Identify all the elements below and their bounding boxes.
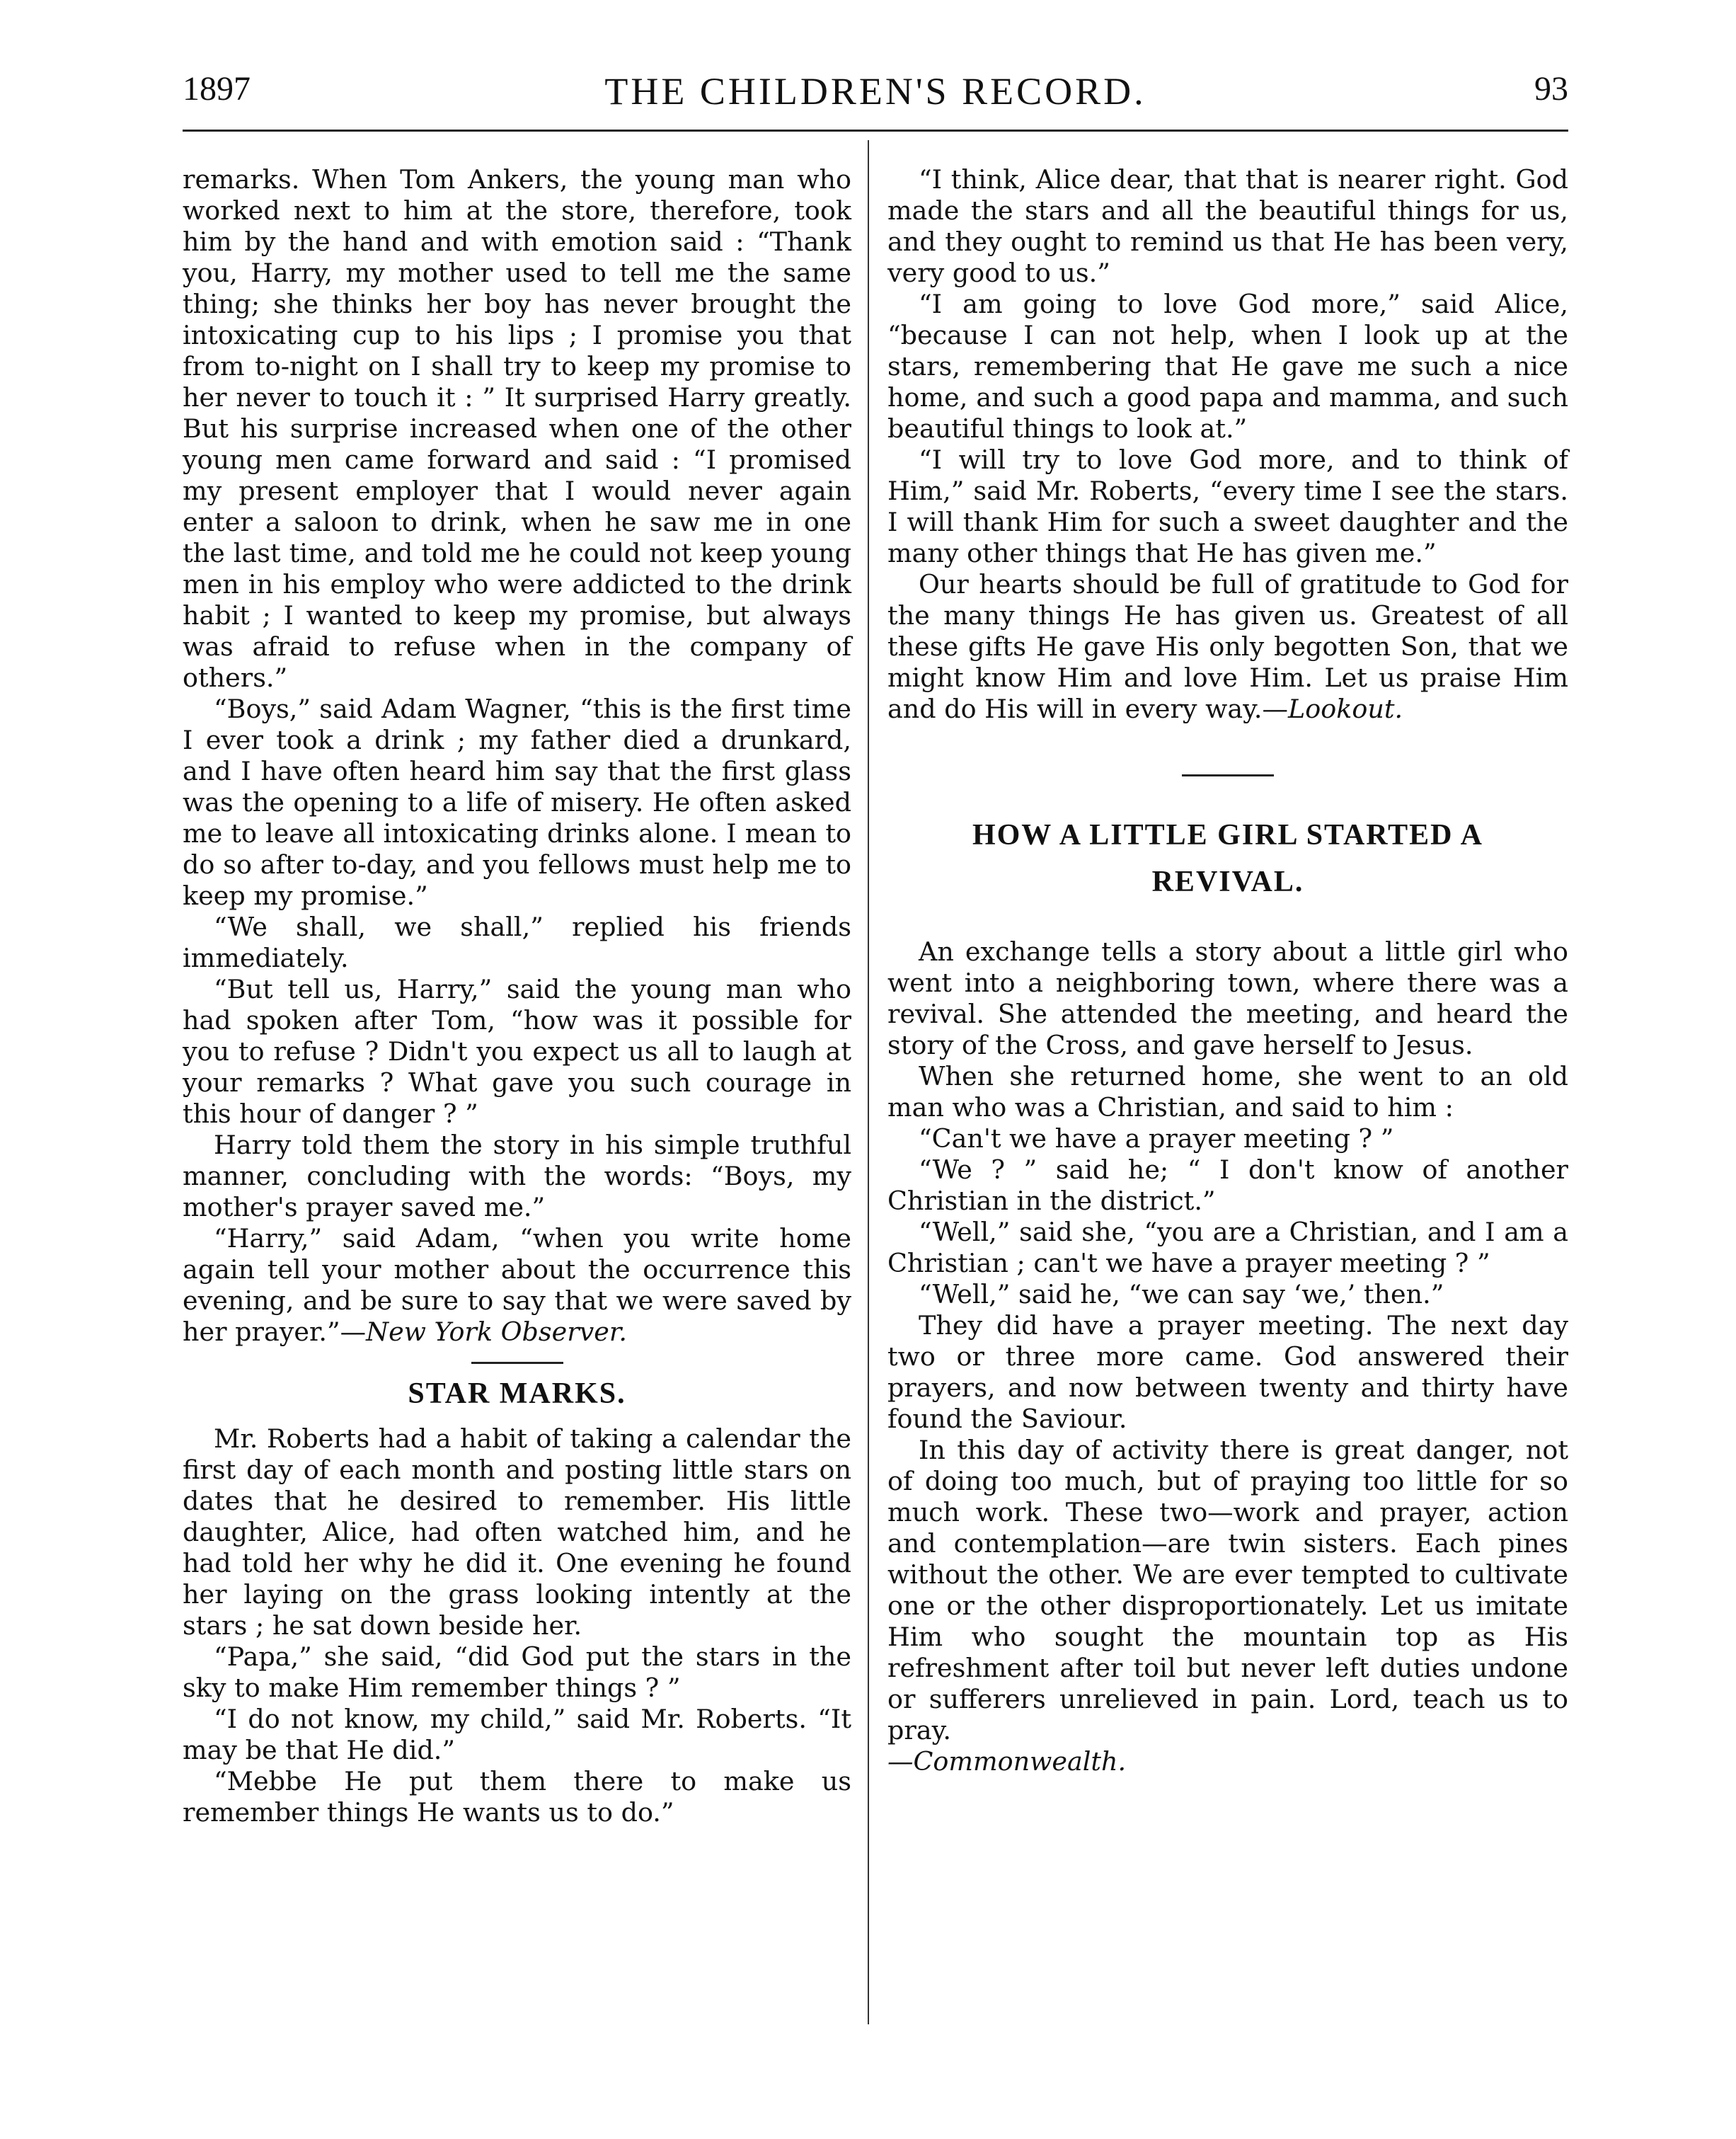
paragraph: “Boys,” said Adam Wagner, “this is the first time I ever took a drink ; my father died a drunkard, and I have often heard him say that the first glass was the opening to a life of misery. He often asked me to leave all intoxicating drinks alone. I mean to do so after to-day, and you fellows must help me to keep my promise.” <box>183 694 851 911</box>
source-credit: —Commonwealth. <box>887 1746 1127 1777</box>
paragraph: In this day of activity there is great danger, not of doing too much, but of praying too little for so much work. These two—work and prayer, action and contemplation—are twin sisters. Each pines without the other. We are ever tempted to cultivate one or the other disproportionately. Let us imitate Him who sought the mountain top as His refreshment after toil but never left duties undone or sufferers unrelieved in pain. Lord, teach us to pray. <box>887 1435 1568 1745</box>
right-column <box>887 164 1568 1777</box>
paragraph <box>183 1223 851 1348</box>
paragraph: When she returned home, she went to an old man who was a Christian, and said to him : <box>887 1061 1568 1123</box>
section-rule <box>1182 774 1274 776</box>
page-number: 93 <box>1534 70 1568 108</box>
paragraph: An exchange tells a story about a little girl who went into a neighboring town, where there was a revival. She attended the meeting, and heard the story of the Cross, and gave herself to Jesus. <box>887 936 1568 1060</box>
paragraph: “Mebbe He put them there to make us remember things He wants us to do.” <box>183 1766 851 1828</box>
paragraph: “But tell us, Harry,” said the young man who had spoken after Tom, “how was it possible for you to refuse ? Didn't you expect us all to laugh at your remarks ? What gave you such courage in this hour of danger ? ” <box>183 974 851 1129</box>
paragraph: Mr. Roberts had a habit of taking a calendar the first day of each month and posting little stars on dates that he desired to remember. His little daughter, Alice, had often watched him, and he had told her why he did it. One evening he found her laying on the grass looking intently at the stars ; he sat down beside her. <box>183 1423 851 1641</box>
column-divider <box>868 140 869 2024</box>
paragraph: “Well,” said he, “we can say ‘we,’ then.” <box>919 1279 1444 1309</box>
source-credit: Lookout. <box>1288 694 1403 724</box>
header-rule <box>183 130 1568 132</box>
paragraph: “We ? ” said he; “ I don't know of another Christian in the district.” <box>887 1154 1568 1216</box>
section-rule <box>471 1362 563 1364</box>
paragraph: “I am going to love God more,” said Alice, “because I can not help, when I look up at the stars, remembering that He gave me such a nice home, and such a good papa and mamma, and such beautiful things to look at.” <box>887 289 1568 444</box>
paragraph: remarks. When Tom Ankers, the young man who worked next to him at the store, therefore, took him by the hand and with emotion said : “Thank you, Harry, my mother used to tell me the same thing; she thinks her boy has never brought the intoxicating cup to his lips ; I promise you that from to-night on I shall try to keep my promise to her never to touch it : ” It surprised Harry greatly. But his surprise increased when one of the other young men came forward and said : “I promised my present employer that I would never again enter a saloon to drink, when he saw me in one the last time, and told me he could not keep young men in his employ who were addicted to the drink habit ; I wanted to keep my promise, but always was afraid to refuse when in the company of others.” <box>183 164 851 693</box>
publication-title: THE CHILDREN'S RECORD. <box>604 70 1146 113</box>
paragraph: “Can't we have a prayer meeting ? ” <box>919 1123 1394 1154</box>
source-credit: New York Observer. <box>366 1317 627 1347</box>
paragraph <box>887 569 1568 725</box>
paragraph-text: “Harry,” said Adam, “when you write home again tell your mother about the occurrence this evening, and be sure to say that we were saved by her prayer.”— <box>183 1223 851 1347</box>
paragraph: Harry told them the story in his simple truthful manner, concluding with the words: “Boys, my mother's prayer saved me.” <box>183 1130 851 1222</box>
paragraph: “I will try to love God more, and to think of Him,” said Mr. Roberts, “every time I see the stars. I will thank Him for such a sweet daughter and the many other things that He has given me.” <box>887 445 1568 568</box>
section-heading: HOW A LITTLE GIRL STARTED A REVIVAL. <box>972 819 1484 898</box>
paragraph: “We shall, we shall,” replied his friends immediately. <box>183 912 851 973</box>
left-column <box>183 164 851 1828</box>
paragraph: “Well,” said she, “you are a Christian, and I am a Christian ; can't we have a prayer meeting ? ” <box>887 1217 1568 1278</box>
paragraph: “I think, Alice dear, that that is nearer right. God made the stars and all the beautiful things for us, and they ought to remind us that He has been very, very good to us.” <box>887 164 1568 288</box>
paragraph: “Papa,” she said, “did God put the stars in the sky to make Him remember things ? ” <box>183 1641 851 1703</box>
year: 1897 <box>183 70 251 108</box>
page-header <box>183 69 1568 126</box>
paragraph: They did have a prayer meeting. The next day two or three more came. God answered their prayers, and now between twenty and thirty have found the Saviour. <box>887 1310 1568 1434</box>
paragraph: “I do not know, my child,” said Mr. Roberts. “It may be that He did.” <box>183 1704 851 1765</box>
section-heading: STAR MARKS. <box>408 1377 626 1410</box>
paragraph-text: Our hearts should be full of gratitude to God for the many things He has given us. Greatest of all these gifts He gave His only begotten Son, that we might know Him and love Him. Let us praise Him and do His will in every way.— <box>887 569 1568 724</box>
